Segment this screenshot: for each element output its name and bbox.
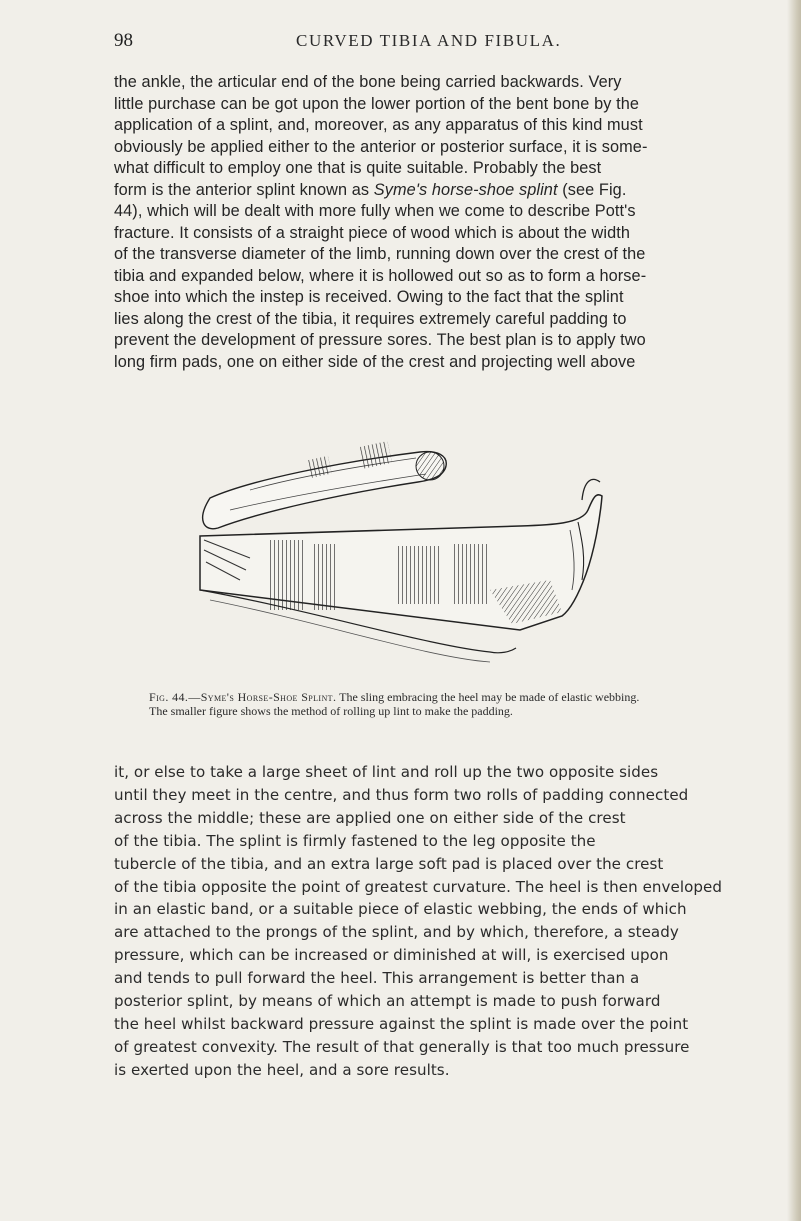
figure-caption [149, 690, 649, 718]
text-line: lies along the crest of the tibia, it requires extremely careful padding to [114, 309, 627, 328]
text-line: application of a splint, and, moreover, as any apparatus of this kind must [114, 116, 643, 134]
text-line: tibia and expanded below, where it is hollowed out so as to form a horse- [114, 266, 647, 285]
text-line: and tends to pull forward the heel. This arrangement is better than a [114, 969, 640, 988]
bottom-paragraph [114, 761, 722, 1082]
text-line: in an elastic band, or a suitable piece of elastic webbing, the ends of which [114, 900, 687, 919]
text-line: of greatest convexity. The result of that generally is that too much pressure [114, 1037, 690, 1056]
text-line-start: form is the anterior splint known as [114, 180, 370, 199]
page-edge-shadow [787, 0, 801, 1221]
text-line: posterior splint, by means of which an attempt is made to push forward [114, 992, 661, 1011]
running-title: CURVED TIBIA AND FIBULA. [296, 31, 562, 50]
text-line: tubercle of the tibia, and an extra large soft pad is placed over the crest [114, 854, 664, 873]
text-line: across the middle; these are applied one on either side of the crest [114, 808, 626, 827]
text-line: obviously be applied either to the anterior or posterior surface, it is some- [114, 137, 648, 156]
text-line-with-italic [114, 180, 634, 202]
italic-splint-name: Syme's horse-shoe splint [373, 180, 558, 199]
text-line: long firm pads, one on either side of the crest and projecting well above [114, 352, 636, 371]
text-line-end: (see Fig. [562, 180, 627, 199]
text-line: of the transverse diameter of the limb, running down over the crest of the [114, 245, 646, 263]
page-header [114, 30, 624, 60]
text-line: of the tibia opposite the point of greatest curvature. The heel is then enveloped [114, 877, 722, 896]
text-line: are attached to the prongs of the splint, and by which, therefore, a steady [114, 923, 679, 942]
text-line: 44), which will be dealt with more fully when we come to describe Pott's [114, 202, 636, 220]
text-line: the heel whilst backward pressure against the splint is made over the point [114, 1014, 689, 1033]
caption-label: Fig. 44.—Syme's Horse-Shoe Splint. [149, 690, 337, 704]
splint-illustration [190, 440, 605, 672]
text-line: the ankle, the articular end of the bone being carried backwards. Very [114, 73, 622, 91]
text-line: of the tibia. The splint is firmly fastened to the leg opposite the [114, 831, 596, 850]
text-line: prevent the development of pressure sores. The best plan is to apply two [114, 331, 646, 349]
text-line: pressure, which can be increased or diminished at will, is exercised upon [114, 946, 669, 965]
text-line: is exerted upon the heel, and a sore results. [114, 1060, 450, 1079]
text-line: it, or else to take a large sheet of lint and roll up the two opposite sides [114, 763, 659, 781]
text-line: little purchase can be got upon the lower portion of the bent bone by the [114, 94, 640, 113]
text-line: until they meet in the centre, and thus form two rolls of padding connected [114, 785, 689, 804]
lint-roll-figure [203, 441, 447, 529]
splint-figure [190, 440, 605, 672]
page-number: 98 [114, 30, 133, 51]
caption-text: The sling embracing the heel may be made of elastic webbing. The smaller figure shows the method of rolling up lint to make the padding. [149, 690, 640, 718]
text-line: shoe into which the instep is received. Owing to the fact that the splint [114, 288, 624, 306]
text-line: fracture. It consists of a straight piece of wood which is about the width [114, 223, 630, 242]
top-paragraph [114, 72, 648, 373]
text-line: what difficult to employ one that is quite suitable. Probably the best [114, 159, 602, 177]
